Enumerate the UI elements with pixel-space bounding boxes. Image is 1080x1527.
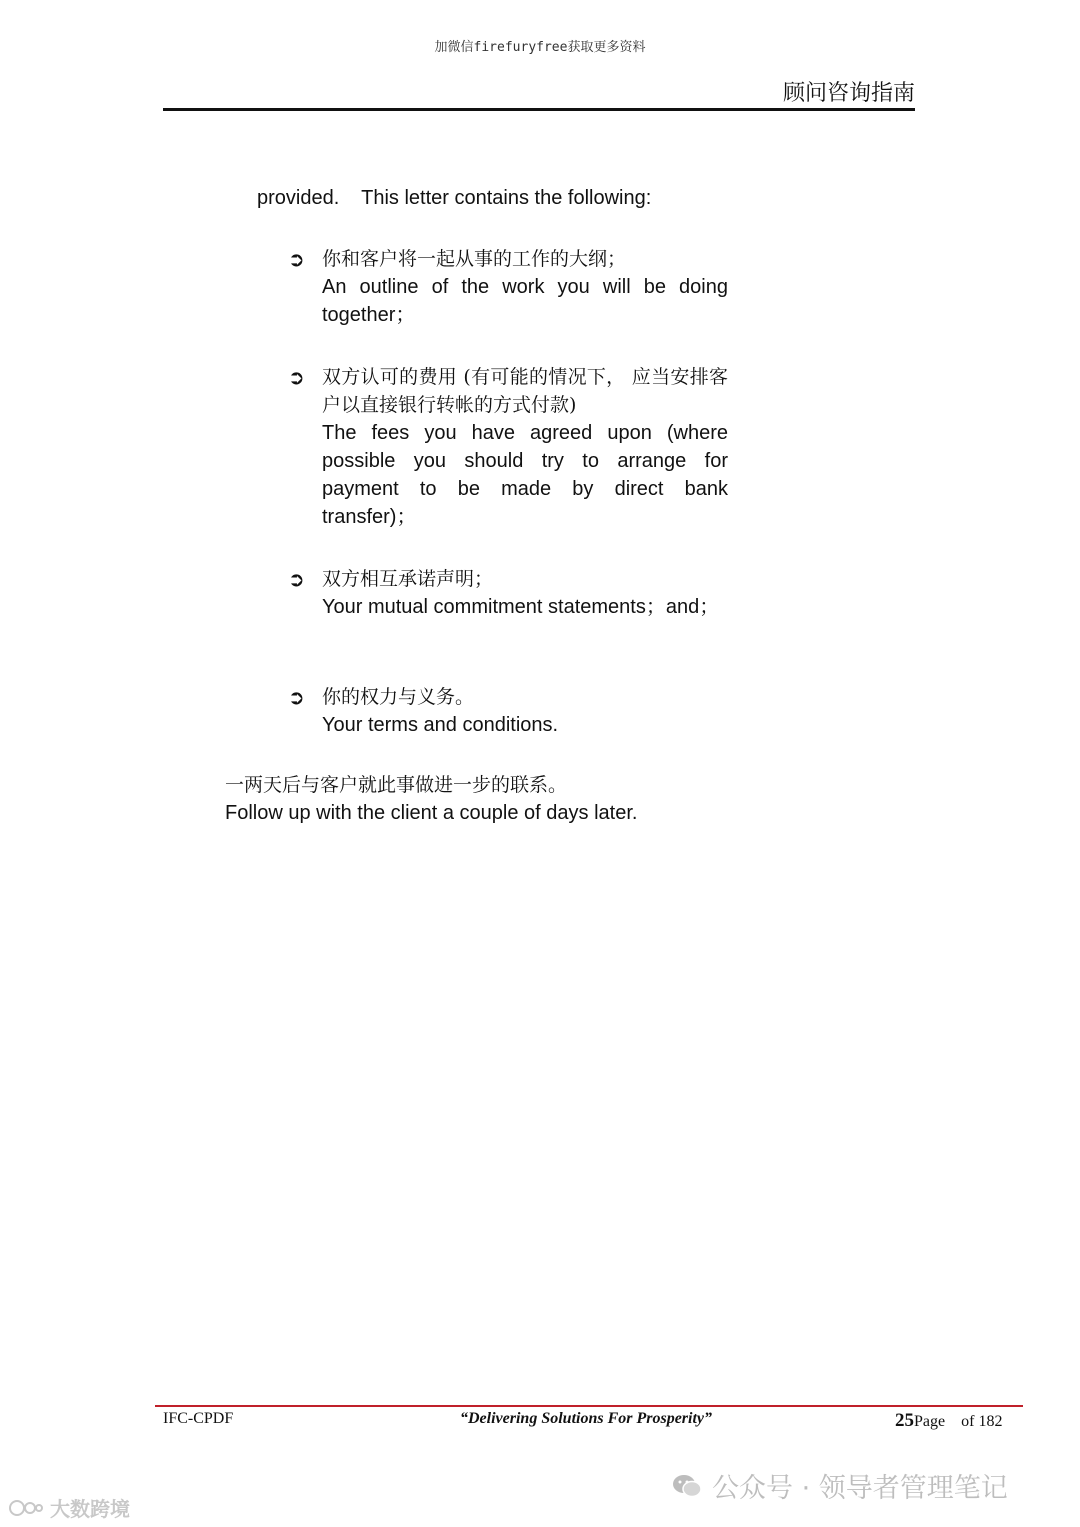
footer-slogan: “Delivering Solutions For Prosperity” bbox=[460, 1410, 713, 1427]
watermark-logo-icon bbox=[8, 1497, 44, 1519]
bullet-item bbox=[288, 683, 728, 739]
bullet-cn: 双方认可的费用 (有可能的情况下， 应当安排客户以直接银行转帐的方式付款) bbox=[322, 366, 728, 416]
bullet-en: Your terms and conditions. bbox=[322, 714, 559, 736]
bullet-en: The fees you have agreed upon (where possible you should try to arrange for payment to be made by direct bank transfer)； bbox=[322, 422, 728, 528]
footer-rule bbox=[155, 1405, 1023, 1407]
arrow-bullet-icon: ➲ bbox=[288, 567, 305, 591]
wechat-icon bbox=[672, 1473, 702, 1499]
top-note: 加微信firefuryfree获取更多资料 bbox=[434, 40, 646, 55]
watermark-right bbox=[672, 1466, 1008, 1505]
bullet-item bbox=[288, 363, 728, 531]
page-number: 25 bbox=[895, 1410, 914, 1431]
follow-up-paragraph bbox=[225, 771, 637, 827]
arrow-bullet-icon: ➲ bbox=[288, 685, 305, 709]
intro-text: provided. This letter contains the following: bbox=[257, 187, 652, 209]
bullet-en: Your mutual commitment statements；and； bbox=[322, 596, 720, 618]
footer-page-info bbox=[895, 1410, 1002, 1432]
page-word: Page bbox=[914, 1413, 946, 1430]
bullet-cn: 你的权力与义务。 bbox=[322, 686, 475, 708]
watermark-left-text: 大数跨境 bbox=[50, 1497, 130, 1521]
bullet-en: An outline of the work you will be doing together； bbox=[322, 276, 728, 326]
header-rule bbox=[163, 108, 915, 111]
watermark-right-text: 公众号 · 领导者管理笔记 bbox=[712, 1473, 1008, 1504]
bullet-item bbox=[288, 565, 728, 621]
bullet-cn: 你和客户将一起从事的工作的大纲； bbox=[322, 248, 627, 270]
follow-up-en: Follow up with the client a couple of days later. bbox=[225, 802, 638, 824]
document-title: 顾问咨询指南 bbox=[782, 81, 915, 106]
watermark-left bbox=[8, 1493, 130, 1522]
page-total: of 182 bbox=[961, 1413, 1003, 1430]
bullet-cn: 双方相互承诺声明； bbox=[322, 568, 494, 590]
arrow-bullet-icon: ➲ bbox=[288, 365, 305, 389]
bullet-item bbox=[288, 245, 728, 329]
arrow-bullet-icon: ➲ bbox=[288, 247, 305, 271]
follow-up-cn: 一两天后与客户就此事做进一步的联系。 bbox=[225, 774, 568, 796]
footer-doc-id: IFC-CPDF bbox=[163, 1410, 234, 1427]
